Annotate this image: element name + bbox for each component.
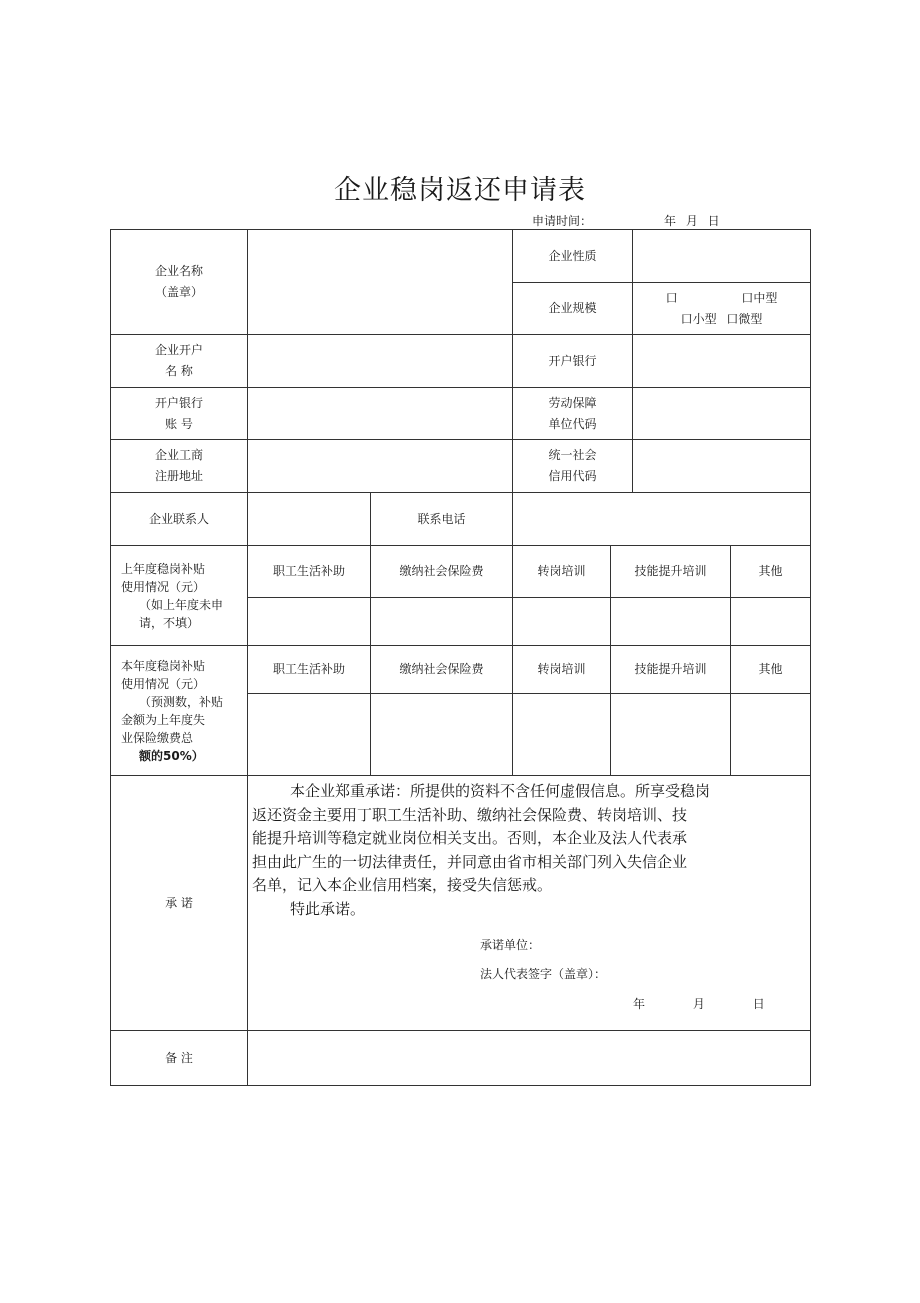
this-year-label-cell <box>111 646 248 776</box>
reg-address-label-cell <box>111 440 248 493</box>
reg-address-label-1: 企业工商 <box>154 448 203 462</box>
account-name-input[interactable] <box>248 335 513 388</box>
pledge-date[interactable] <box>633 995 765 1012</box>
scale-option-medium[interactable]: 口中型 <box>741 290 778 305</box>
credit-code-label-1: 统一社会 <box>548 448 597 462</box>
pledge-label: 承 诺 <box>111 776 248 1031</box>
this-year-label-3: （预测数，补贴 <box>139 694 224 709</box>
last-year-other-input[interactable] <box>731 598 811 646</box>
this-year-transfer-input[interactable] <box>513 694 611 776</box>
company-name-input[interactable] <box>248 230 513 335</box>
this-year-label-6: 额的50%） <box>139 748 204 763</box>
pledge-date-year: 年 <box>633 997 646 1011</box>
this-year-skill-input[interactable] <box>611 694 731 776</box>
pledge-text <box>248 776 810 921</box>
company-name-label: 企业名称 <box>154 264 203 278</box>
labor-code-label-1: 劳动保障 <box>548 395 597 410</box>
pledge-rep-label: 法人代表签字（盖章）： <box>480 967 607 981</box>
last-year-label-3: （如上年度未申 <box>139 597 224 612</box>
last-year-col-skill: 技能提升培训 <box>611 546 731 598</box>
last-year-insurance-input[interactable] <box>371 598 513 646</box>
last-year-transfer-input[interactable] <box>513 598 611 646</box>
apply-time-label: 申请时间： <box>532 214 593 228</box>
this-year-label-5: 业保险缴费总 <box>121 730 194 745</box>
contact-input[interactable] <box>248 493 371 546</box>
phone-label: 联系电话 <box>371 493 513 546</box>
reg-address-input[interactable] <box>248 440 513 493</box>
page-title: 企业稳岗返还申请表 <box>334 175 586 206</box>
credit-code-input[interactable] <box>633 440 811 493</box>
company-nature-label: 企业性质 <box>513 230 633 283</box>
company-name-label-cell <box>111 230 248 335</box>
last-year-label-2: 使用情况（元） <box>121 579 206 594</box>
last-year-label-4: 请，不填） <box>139 615 200 630</box>
pledge-line-2: 返还资金主要用丁职工生活补助、缴纳社会保险费、转岗培训、技 <box>252 805 688 824</box>
account-name-label-2: 名 称 <box>165 364 193 378</box>
bank-label: 开户银行 <box>513 335 633 388</box>
account-no-label-1: 开户银行 <box>154 395 203 410</box>
account-no-input[interactable] <box>248 388 513 440</box>
last-year-living-input[interactable] <box>248 598 371 646</box>
this-year-living-input[interactable] <box>248 694 371 776</box>
pledge-date-month: 月 <box>692 997 705 1011</box>
contact-label: 企业联系人 <box>111 493 248 546</box>
pledge-line-4: 担由此广生的一切法律责任，并同意由省市相关部门列入失信企业 <box>252 852 688 871</box>
account-name-label-1: 企业开户 <box>154 343 203 357</box>
last-year-skill-input[interactable] <box>611 598 731 646</box>
this-year-col-insurance: 缴纳社会保险费 <box>371 646 513 694</box>
credit-code-label-cell <box>513 440 633 493</box>
scale-option-micro[interactable]: 口微型 <box>726 311 763 326</box>
labor-code-label-cell <box>513 388 633 440</box>
pledge-date-day: 日 <box>752 997 765 1011</box>
phone-input[interactable] <box>513 493 811 546</box>
application-form <box>110 229 811 1086</box>
this-year-col-transfer: 转岗培训 <box>513 646 611 694</box>
pledge-cell <box>248 776 811 1031</box>
pledge-line-6: 特此承诺。 <box>290 899 366 918</box>
last-year-col-other: 其他 <box>731 546 811 598</box>
credit-code-label-2: 信用代码 <box>548 469 597 483</box>
last-year-label-1: 上年度稳岗补贴 <box>121 561 206 576</box>
account-name-label-cell <box>111 335 248 388</box>
pledge-unit-label: 承诺单位： <box>480 938 541 952</box>
account-no-label-2: 账 号 <box>165 416 193 431</box>
reg-address-label-2: 注册地址 <box>154 469 203 483</box>
labor-code-label-2: 单位代码 <box>548 416 597 431</box>
company-scale-label: 企业规模 <box>513 283 633 335</box>
apply-time-field[interactable]: 年 月 日 <box>664 214 720 228</box>
pledge-line-5: 名单，记入本企业信用档案，接受失信惩戒。 <box>252 876 553 894</box>
remarks-input[interactable] <box>248 1031 811 1086</box>
last-year-col-living: 职工生活补助 <box>248 546 371 598</box>
this-year-col-other: 其他 <box>731 646 811 694</box>
account-no-label-cell <box>111 388 248 440</box>
company-scale-options <box>633 283 811 335</box>
this-year-label-1: 本年度稳岗补贴 <box>121 658 206 673</box>
company-nature-input[interactable] <box>633 230 811 283</box>
this-year-other-input[interactable] <box>731 694 811 776</box>
scale-option-large[interactable]: 口 <box>665 290 678 305</box>
this-year-col-living: 职工生活补助 <box>248 646 371 694</box>
this-year-label-2: 使用情况（元） <box>121 676 206 691</box>
last-year-col-transfer: 转岗培训 <box>513 546 611 598</box>
this-year-label-4: 金额为上年度失 <box>121 712 206 727</box>
last-year-col-insurance: 缴纳社会保险费 <box>371 546 513 598</box>
scale-option-small[interactable]: 口小型 <box>680 311 717 326</box>
pledge-line-3: 能提升培训等稳定就业岗位相关支出。否则，本企业及法人代表承 <box>252 829 688 847</box>
this-year-col-skill: 技能提升培训 <box>611 646 731 694</box>
this-year-insurance-input[interactable] <box>371 694 513 776</box>
remarks-label: 备 注 <box>111 1031 248 1086</box>
last-year-label-cell <box>111 546 248 646</box>
bank-input[interactable] <box>633 335 811 388</box>
labor-code-input[interactable] <box>633 388 811 440</box>
pledge-line-1: 本企业郑重承诺：所提供的资料不含任何虚假信息。所享受稳岗 <box>290 782 711 800</box>
company-name-seal-label: （盖章） <box>154 285 203 299</box>
